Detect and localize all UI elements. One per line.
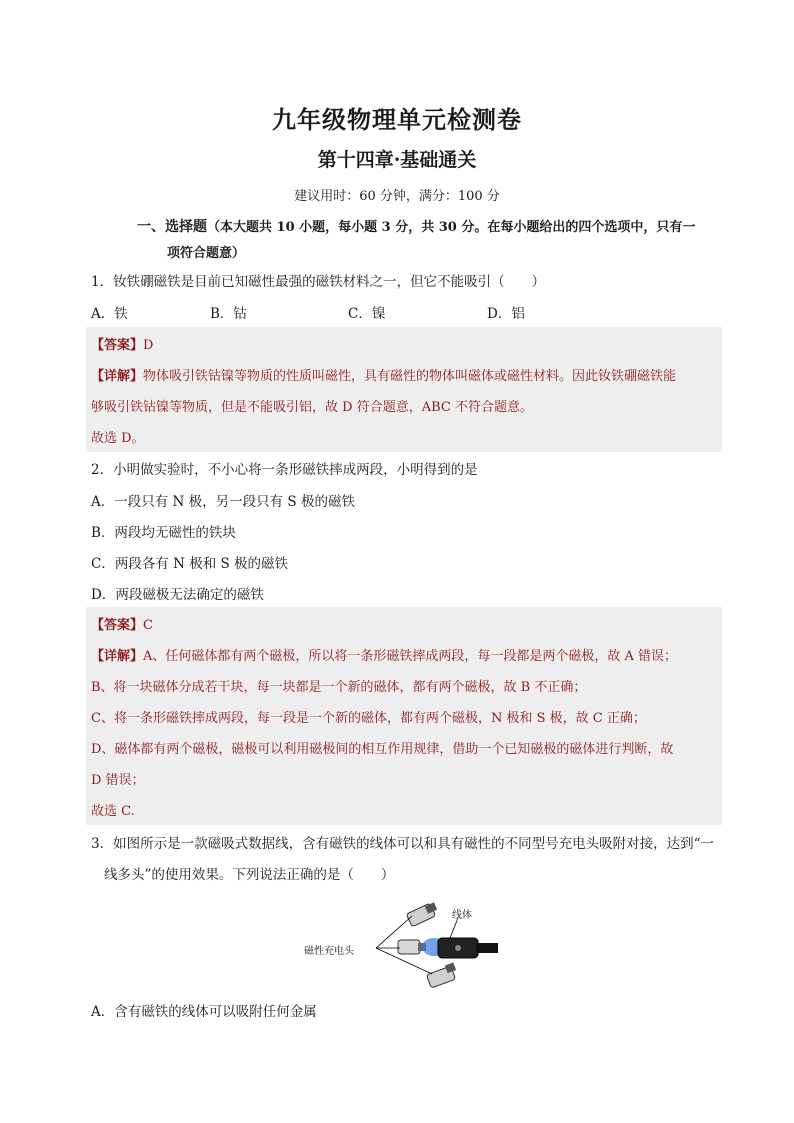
q2-answer-tag: 【答案】 [91, 618, 144, 633]
q1-answer-tag: 【答案】 [91, 338, 144, 353]
q2-option-d: D．两段磁极无法确定的磁铁 [91, 587, 264, 603]
q1-option-d: D．铝 [487, 306, 525, 322]
q3-stem-line2: 线多头”的使用效果。下列说法正确的是（ ） [104, 867, 395, 883]
q2-detail-line4: D、磁体都有两个磁极，磁极可以利用磁极间的相互作用规律，借助一个已知磁极的磁体进行判断，故 [91, 742, 674, 757]
q1-detail-line1: 物体吸引铁钴镍等物质的性质叫磁性，具有磁性的物体叫磁体或磁性材料。因此钕铁硼磁铁能 [143, 369, 677, 384]
q1-detail-line2: 够吸引铁钴镍等物质，但是不能吸引铝，故 D 符合题意，ABC 不符合题意。 [91, 400, 533, 415]
q1-option-b: B．钴 [210, 306, 247, 322]
q1-answer-box [86, 327, 722, 452]
q3-stem-line1: 3．如图所示是一款磁吸式数据线，含有磁铁的线体可以和具有磁性的不同型号充电头吸附对接，达到“一 [91, 836, 714, 852]
section-desc-line1: （本大题共 10 小题，每小题 3 分，共 30 分。在每小题给出的四个选项中，只有一 [207, 220, 696, 235]
cable-body [438, 938, 498, 958]
charging-head-bottom [426, 963, 456, 988]
q1-conclusion: 故选 D。 [91, 431, 145, 446]
q2-detail-line1: A、任何磁体都有两个磁极，所以将一条形磁铁摔成两段，每一段都是两个磁极，故 A 错误； [143, 649, 678, 664]
q2-option-c: C．两段各有 N 极和 S 极的磁铁 [91, 556, 289, 572]
charging-head-top [406, 902, 437, 927]
q2-detail-tag: 【详解】 [91, 649, 144, 664]
section-intro [137, 214, 727, 267]
figure-label-head: 磁性充电头 [304, 946, 354, 957]
q2-detail-line3: C、将一条形磁铁摔成两段，每一段是一个新的磁体，都有两个磁极，N 极和 S 极，故 C 正确； [91, 711, 646, 726]
q2-detail-line2: B、将一块磁体分成若干块，每一块都是一个新的磁体，都有两个磁极，故 B 不正确； [91, 680, 587, 695]
figure-label-cable: 线体 [452, 910, 472, 921]
q1-detail-tag: 【详解】 [91, 369, 144, 384]
q2-detail-line5: D 错误； [91, 773, 145, 788]
q2-answer: C [143, 618, 153, 633]
page-title: 九年级物理单元检测卷 [272, 105, 522, 134]
section-heading: 一、选择题 [137, 219, 207, 235]
q2-conclusion: 故选 C. [91, 804, 135, 819]
q2-option-a: A．一段只有 N 极，另一段只有 S 极的磁铁 [91, 494, 355, 510]
magnetic-cable-figure [300, 898, 500, 998]
q1-option-a: A．铁 [91, 306, 128, 322]
q2-stem: 2．小明做实验时，不小心将一条形磁铁摔成两段，小明得到的是 [91, 462, 478, 478]
q3-option-a: A．含有磁铁的线体可以吸附任何金属 [91, 1004, 317, 1020]
charging-head-middle [398, 940, 426, 954]
q2-answer-box [86, 607, 722, 825]
q1-option-c: C．镍 [348, 306, 386, 322]
time-info: 建议用时：60 分钟，满分：100 分 [294, 189, 500, 204]
q1-stem: 1．钕铁硼磁铁是目前已知磁性最强的磁铁材料之一，但它不能吸引（ ） [91, 274, 546, 290]
page-subtitle: 第十四章·基础通关 [317, 149, 477, 171]
section-desc-line2: 项符合题意） [167, 246, 246, 261]
q1-answer: D [143, 338, 154, 353]
q2-option-b: B．两段均无磁性的铁块 [91, 525, 236, 541]
